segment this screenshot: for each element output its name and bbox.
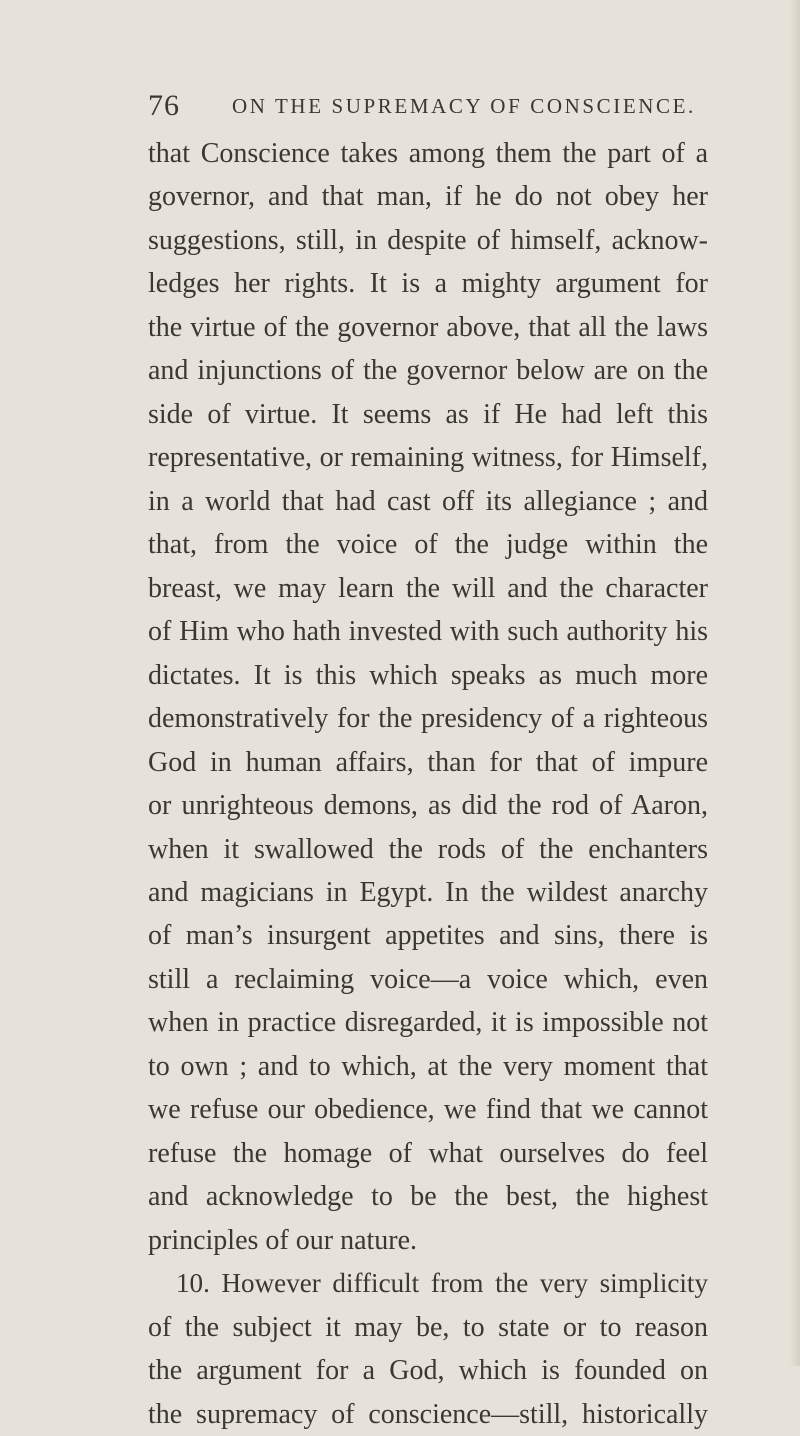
paragraph-end-line: principles of our nature. xyxy=(148,1224,418,1256)
text-line: governor, and that man, if he do not obey her xyxy=(148,181,708,213)
text-line: the virtue of the governor above, that all the laws xyxy=(148,311,708,343)
text-line: the argument for a God, which is founded on xyxy=(148,1355,708,1387)
page-number: 76 xyxy=(148,89,180,122)
text-line: ledges her rights. It is a mighty argument for xyxy=(148,268,708,300)
text-line: when it swallowed the rods of the enchanters xyxy=(148,833,708,865)
text-line: that Conscience takes among them the part of a xyxy=(148,138,708,169)
text-line: side of virtue. It seems as if He had left this xyxy=(148,398,708,430)
page-edge xyxy=(790,0,800,1366)
text-line: and injunctions of the governor below are on the xyxy=(148,355,708,387)
text-line: demonstratively for the presidency of a righteous xyxy=(148,703,708,735)
running-title: ON THE SUPREMACY OF CONSCIENCE. xyxy=(232,94,696,118)
text-line: we refuse our obedience, we find that we cannot xyxy=(148,1094,708,1126)
text-line: of the subject it may be, to state or to reason xyxy=(148,1311,708,1343)
text-line: suggestions, still, in despite of himself, acknow- xyxy=(148,224,708,256)
text-line: of Him who hath invested with such authority his xyxy=(148,616,708,648)
text-line: and acknowledge to be the best, the highest xyxy=(148,1181,708,1213)
text-line: or unrighteous demons, as did the rod of Aaron, xyxy=(148,790,708,822)
section-start-line: 10. However difficult from the very simplicity xyxy=(176,1268,708,1299)
running-head xyxy=(148,88,708,124)
text-line: that, from the voice of the judge within the xyxy=(148,529,708,561)
text-line: to own ; and to which, at the very moment that xyxy=(148,1050,708,1082)
text-line: in a world that had cast off its allegiance ; and xyxy=(148,485,708,517)
text-line: dictates. It is this which speaks as much more xyxy=(148,659,708,691)
text-line: representative, or remaining witness, for Himself, xyxy=(148,442,708,474)
text-line: breast, we may learn the will and the character xyxy=(148,572,708,604)
body-text xyxy=(148,132,708,1436)
text-line: still a reclaiming voice—a voice which, even xyxy=(148,963,708,995)
text-line: God in human affairs, than for that of impure xyxy=(148,746,708,778)
text-line: of man’s insurgent appetites and sins, there is xyxy=(148,920,708,952)
text-line: refuse the homage of what ourselves do feel xyxy=(148,1137,708,1169)
text-line: the supremacy of conscience—still, historically xyxy=(148,1398,708,1430)
text-line: and magicians in Egypt. In the wildest anarchy xyxy=(148,876,708,908)
text-line: when in practice disregarded, it is impossible not xyxy=(148,1007,708,1039)
